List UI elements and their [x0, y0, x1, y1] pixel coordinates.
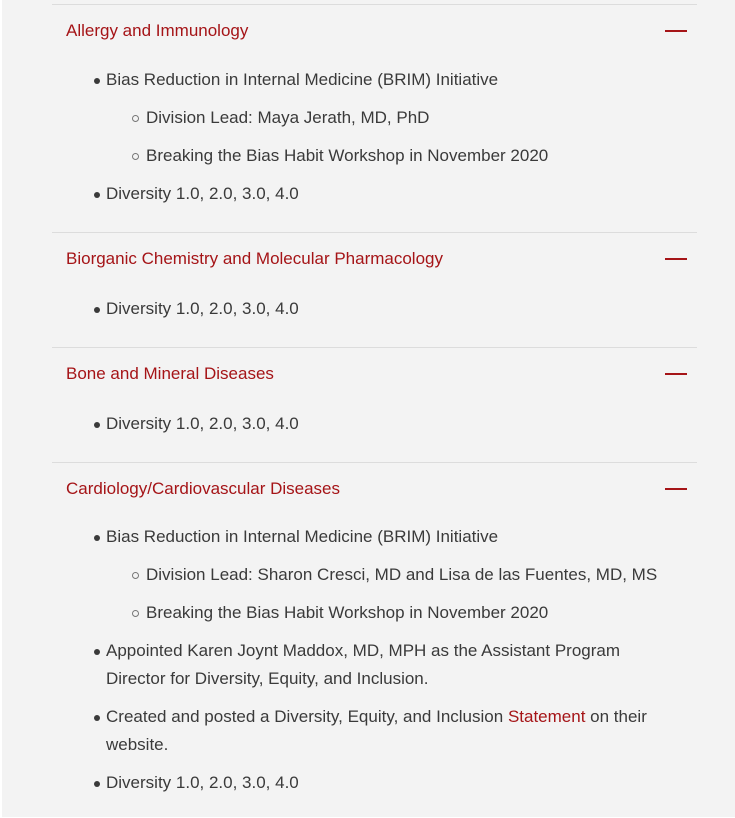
- sub-bullet-icon: [132, 610, 139, 617]
- section-title[interactable]: Allergy and Immunology: [66, 21, 249, 40]
- sub-bullet-icon: [132, 153, 139, 160]
- list-item: Diversity 1.0, 2.0, 3.0, 4.0: [106, 184, 299, 203]
- list-item: Appointed Karen Joynt Maddox, MD, MPH as the Assistant Program: [106, 641, 621, 660]
- accordion-section-bone-mineral: [52, 347, 697, 463]
- list-item-continued: website.: [106, 735, 169, 754]
- sub-list-item: Breaking the Bias Habit Workshop in November 2020: [146, 603, 549, 622]
- list-item: [106, 703, 647, 731]
- sub-list-item: Division Lead: Maya Jerath, MD, PhD: [146, 108, 430, 127]
- accordion-header-allergy[interactable]: [66, 5, 687, 59]
- accordion-section-biorganic-chemistry: [52, 232, 697, 348]
- list-item: Diversity 1.0, 2.0, 3.0, 4.0: [106, 414, 299, 433]
- collapse-icon[interactable]: [665, 258, 687, 260]
- section-title[interactable]: Bone and Mineral Diseases: [66, 364, 274, 383]
- bullet-icon: [94, 422, 100, 428]
- section-title[interactable]: Biorganic Chemistry and Molecular Pharmacology: [66, 249, 443, 268]
- collapse-icon[interactable]: [665, 373, 687, 375]
- accordion-section-allergy: [52, 4, 697, 233]
- bullet-icon: [94, 78, 100, 84]
- collapse-icon[interactable]: [665, 488, 687, 490]
- accordion-header-cardiology[interactable]: [66, 463, 687, 517]
- bullet-icon: [94, 715, 100, 721]
- accordion-header-bone-mineral[interactable]: [66, 348, 687, 402]
- statement-link[interactable]: Statement: [507, 707, 586, 726]
- sub-list-item: Breaking the Bias Habit Workshop in November 2020: [146, 146, 549, 165]
- bullet-icon: [94, 535, 100, 541]
- list-item: Diversity 1.0, 2.0, 3.0, 4.0: [106, 773, 299, 792]
- list-item: Bias Reduction in Internal Medicine (BRIM) Initiative: [106, 70, 499, 89]
- accordion-section-cardiology: [52, 462, 697, 818]
- collapse-icon[interactable]: [665, 30, 687, 32]
- list-item: Diversity 1.0, 2.0, 3.0, 4.0: [106, 299, 299, 318]
- sub-list-item: Division Lead: Sharon Cresci, MD and Lisa de las Fuentes, MD, MS: [146, 565, 658, 584]
- list-item-text: Created and posted a Diversity, Equity, and Inclusion: [106, 707, 508, 726]
- list-item: Bias Reduction in Internal Medicine (BRIM) Initiative: [106, 527, 499, 546]
- bullet-icon: [94, 307, 100, 313]
- sub-bullet-icon: [132, 572, 139, 579]
- list-item-continued: Director for Diversity, Equity, and Inclusion.: [106, 669, 429, 688]
- list-item-text: on their: [585, 707, 647, 726]
- accordion-header-biorganic-chemistry[interactable]: [66, 233, 687, 287]
- section-title[interactable]: Cardiology/Cardiovascular Diseases: [66, 479, 341, 498]
- bullet-icon: [94, 781, 100, 787]
- bullet-icon: [94, 192, 100, 198]
- sub-bullet-icon: [132, 115, 139, 122]
- bullet-icon: [94, 649, 100, 655]
